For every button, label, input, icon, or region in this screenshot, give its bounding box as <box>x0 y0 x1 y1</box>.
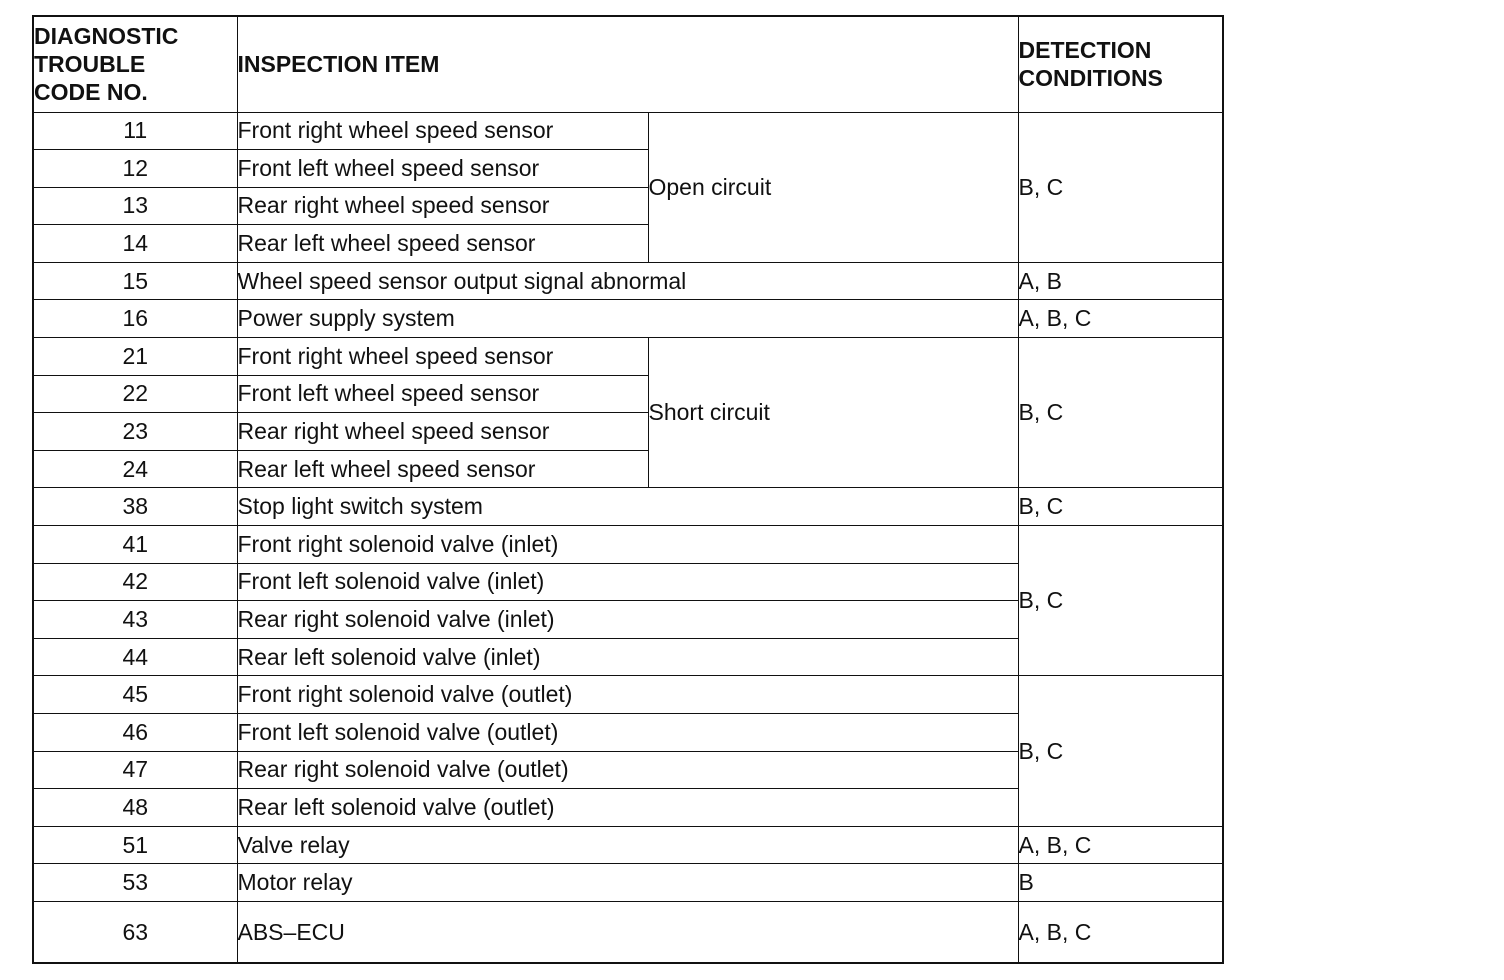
item-cell: Wheel speed sensor output signal abnormal <box>237 262 1018 300</box>
table-row <box>33 901 1223 963</box>
code-cell: 23 <box>33 413 237 451</box>
header-detection-line: DETECTION <box>1018 37 1152 64</box>
code-cell: 15 <box>33 262 237 300</box>
detection-cell: B, C <box>1018 526 1223 676</box>
code-cell: 43 <box>33 601 237 639</box>
code-cell: 11 <box>33 112 237 150</box>
table-row <box>33 488 1223 526</box>
item-cell: Front left solenoid valve (inlet) <box>237 563 1018 601</box>
detection-cell: A, B, C <box>1018 300 1223 338</box>
item-cell: Rear right wheel speed sensor <box>237 187 648 225</box>
code-cell: 48 <box>33 789 237 827</box>
detection-cell: B, C <box>1018 676 1223 826</box>
header-detection-conditions <box>1018 16 1223 112</box>
code-cell: 47 <box>33 751 237 789</box>
item-cell: Front right solenoid valve (outlet) <box>237 676 1018 714</box>
detection-cell: B, C <box>1018 338 1223 488</box>
table-row <box>33 526 1223 564</box>
item-cell: Front left solenoid valve (outlet) <box>237 714 1018 752</box>
table-row <box>33 262 1223 300</box>
code-cell: 41 <box>33 526 237 564</box>
code-cell: 44 <box>33 638 237 676</box>
detection-cell: A, B, C <box>1018 901 1223 963</box>
diagnostic-code-table <box>32 15 1224 964</box>
item-cell: Front left wheel speed sensor <box>237 150 648 188</box>
header-code-line: DIAGNOSTIC <box>34 23 179 50</box>
header-code-line: TROUBLE <box>34 51 146 78</box>
item-cell: Rear right solenoid valve (inlet) <box>237 601 1018 639</box>
header-code-line: CODE NO. <box>34 79 148 106</box>
code-cell: 53 <box>33 864 237 902</box>
code-cell: 38 <box>33 488 237 526</box>
code-cell: 14 <box>33 225 237 263</box>
code-cell: 42 <box>33 563 237 601</box>
code-cell: 51 <box>33 826 237 864</box>
item-cell: Front left wheel speed sensor <box>237 375 648 413</box>
table-row <box>33 112 1223 150</box>
item-cell: Front right wheel speed sensor <box>237 112 648 150</box>
detection-cell: A, B, C <box>1018 826 1223 864</box>
item-cell: Front right wheel speed sensor <box>237 338 648 376</box>
item-cell: Rear left wheel speed sensor <box>237 450 648 488</box>
item-cell: Front right solenoid valve (inlet) <box>237 526 1018 564</box>
detection-cell: B, C <box>1018 488 1223 526</box>
code-cell: 63 <box>33 901 237 963</box>
table-row <box>33 826 1223 864</box>
item-cell: ABS–ECU <box>237 901 1018 963</box>
table-row <box>33 300 1223 338</box>
detection-cell: A, B <box>1018 262 1223 300</box>
table-row <box>33 864 1223 902</box>
code-cell: 12 <box>33 150 237 188</box>
table-header-row <box>33 16 1223 112</box>
item-cell: Rear right solenoid valve (outlet) <box>237 751 1018 789</box>
code-cell: 22 <box>33 375 237 413</box>
table-row <box>33 338 1223 376</box>
item-cell: Rear left solenoid valve (inlet) <box>237 638 1018 676</box>
fault-type-cell: Open circuit <box>648 112 1018 262</box>
header-inspection-item: INSPECTION ITEM <box>237 16 1018 112</box>
code-cell: 13 <box>33 187 237 225</box>
header-detection-line: CONDITIONS <box>1018 65 1163 92</box>
table-row <box>33 676 1223 714</box>
header-code-no <box>33 16 237 112</box>
item-cell: Stop light switch system <box>237 488 1018 526</box>
detection-cell: B, C <box>1018 112 1223 262</box>
fault-type-cell: Short circuit <box>648 338 1018 488</box>
item-cell: Valve relay <box>237 826 1018 864</box>
detection-cell: B <box>1018 864 1223 902</box>
code-cell: 24 <box>33 450 237 488</box>
item-cell: Motor relay <box>237 864 1018 902</box>
item-cell: Rear left wheel speed sensor <box>237 225 648 263</box>
code-cell: 45 <box>33 676 237 714</box>
code-cell: 46 <box>33 714 237 752</box>
item-cell: Power supply system <box>237 300 1018 338</box>
code-cell: 16 <box>33 300 237 338</box>
code-cell: 21 <box>33 338 237 376</box>
item-cell: Rear right wheel speed sensor <box>237 413 648 451</box>
item-cell: Rear left solenoid valve (outlet) <box>237 789 1018 827</box>
